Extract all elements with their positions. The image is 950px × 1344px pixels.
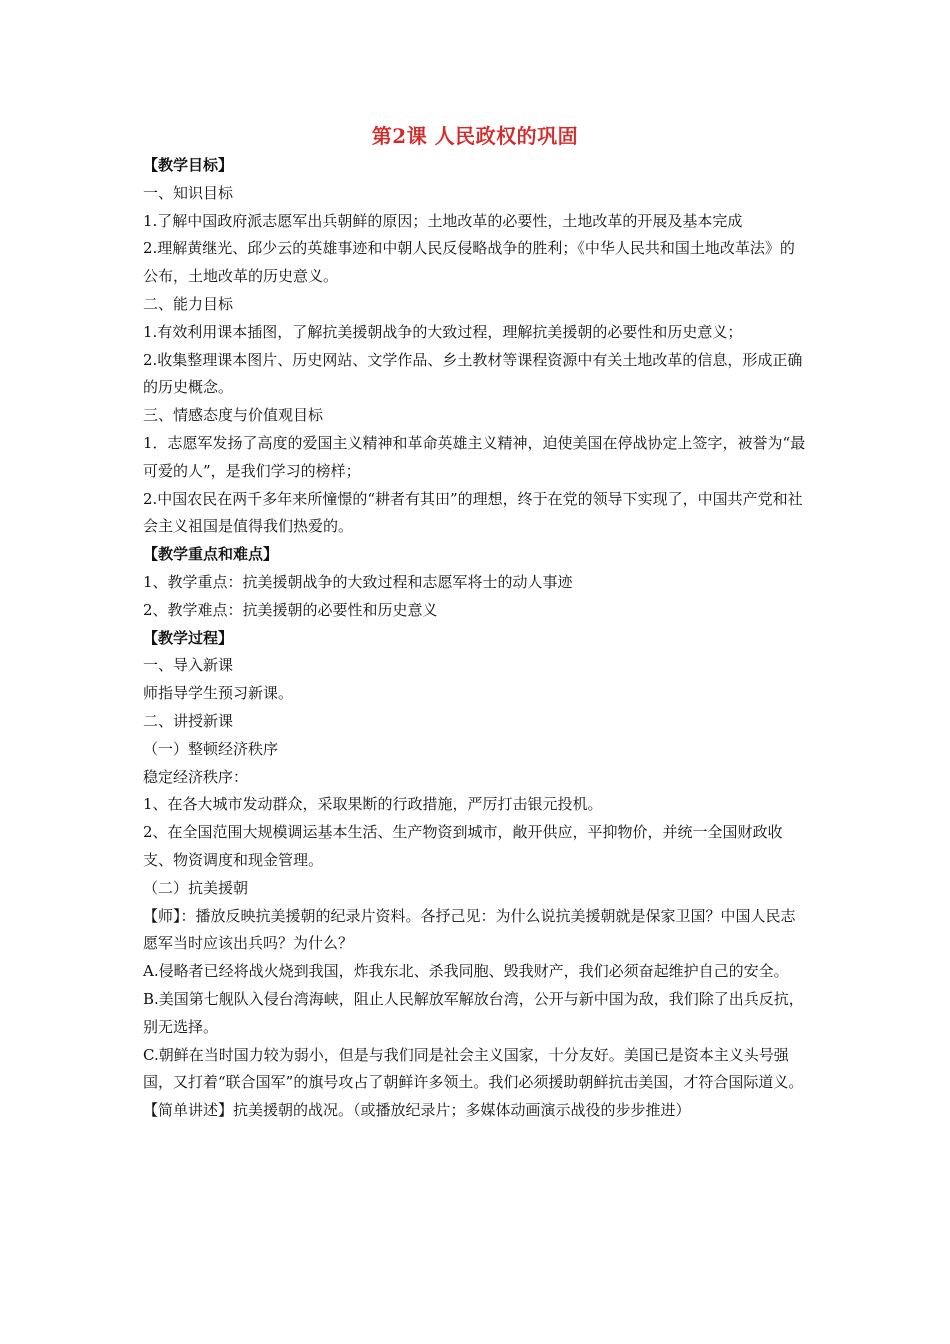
paragraph-line: B.美国第七舰队入侵台湾海峡，阻止人民解放军解放台湾，公开与新中国为敌，我们除了出兵反抗，别无选择。 bbox=[143, 989, 804, 1036]
paragraph-line: 1、在各大城市发动群众，采取果断的行政措施，严厉打击银元投机。 bbox=[143, 795, 603, 814]
paragraph-line: 二、讲授新课 bbox=[143, 711, 234, 730]
paragraph-line: 二、能力目标 bbox=[143, 294, 234, 313]
paragraph-line: 三、情感态度与价值观目标 bbox=[143, 406, 324, 425]
document-lines bbox=[143, 152, 807, 1125]
page-title: 第2课 人民政权的巩固 bbox=[371, 124, 579, 148]
paragraph-line: 2.收集整理课本图片、历史网站、文学作品、乡土教材等课程资源中有关土地改革的信息，形成正确的历史概念。 bbox=[143, 350, 803, 397]
paragraph-line: 2.理解黄继光、邱少云的英雄事迹和中朝人民反侵略战争的胜利；《中华人民共和国土地改革法》的公布，土地改革的历史意义。 bbox=[143, 239, 795, 286]
paragraph-line: A.侵略者已经将战火烧到我国，炸我东北、杀我同胞、毁我财产，我们必须奋起维护自己的安全。 bbox=[143, 962, 789, 981]
paragraph-line: 1、教学重点：抗美援朝战争的大致过程和志愿军将士的动人事迹 bbox=[143, 572, 573, 591]
paragraph-line: 1.了解中国政府派志愿军出兵朝鲜的原因；土地改革的必要性，土地改革的开展及基本完成 bbox=[143, 211, 743, 230]
paragraph-line: 一、导入新课 bbox=[143, 656, 234, 675]
paragraph-line: C.朝鲜在当时国力较为弱小，但是与我们同是社会主义国家，十分友好。美国已是资本主义头号强国，又打着“联合国军”的旗号攻占了朝鲜许多领土。我们必须援助朝鲜抗击美国，才符合国际道义。 bbox=[143, 1045, 804, 1092]
paragraph-line: （一）整顿经济秩序 bbox=[143, 739, 279, 758]
section-heading: 【教学重点和难点】 bbox=[143, 545, 279, 564]
paragraph-line: 【简单讲述】抗美援朝的战况。（或播放纪录片；多媒体动画演示战役的步步推进） bbox=[143, 1101, 691, 1120]
paragraph-line: 1．志愿军发扬了高度的爱国主义精神和革命英雄主义精神，迫使美国在停战协定上签字，被誉为“最可爱的人”，是我们学习的榜样； bbox=[143, 433, 806, 480]
section-heading: 【教学过程】 bbox=[143, 628, 234, 647]
paragraph-line: 2.中国农民在两千多年来所憧憬的“耕者有其田”的理想，终于在党的领导下实现了，中国共产党和社会主义祖国是值得我们热爱的。 bbox=[143, 489, 803, 536]
paragraph-line: 1.有效利用课本插图，了解抗美援朝战争的大致过程，理解抗美援朝的必要性和历史意义； bbox=[143, 322, 743, 341]
paragraph-line: （二）抗美援朝 bbox=[143, 878, 249, 897]
document-body bbox=[143, 122, 807, 1125]
section-heading: 【教学目标】 bbox=[143, 156, 234, 174]
paragraph-line: 一、知识目标 bbox=[143, 183, 234, 202]
paragraph-line: 【师】：播放反映抗美援朝的纪录片资料。各抒己见：为什么说抗美援朝就是保家卫国？中国人民志愿军当时应该出兵吗？为什么？ bbox=[143, 906, 796, 953]
paragraph-line: 2、教学难点：抗美援朝的必要性和历史意义 bbox=[143, 600, 438, 619]
paragraph-line: 师指导学生预习新课。 bbox=[143, 684, 294, 703]
paragraph-line: 稳定经济秩序： bbox=[143, 767, 249, 786]
paragraph-line: 2、在全国范围大规模调运基本生活、生产物资到城市，敞开供应，平抑物价，并统一全国财政收支、物资调度和现金管理。 bbox=[143, 823, 783, 869]
